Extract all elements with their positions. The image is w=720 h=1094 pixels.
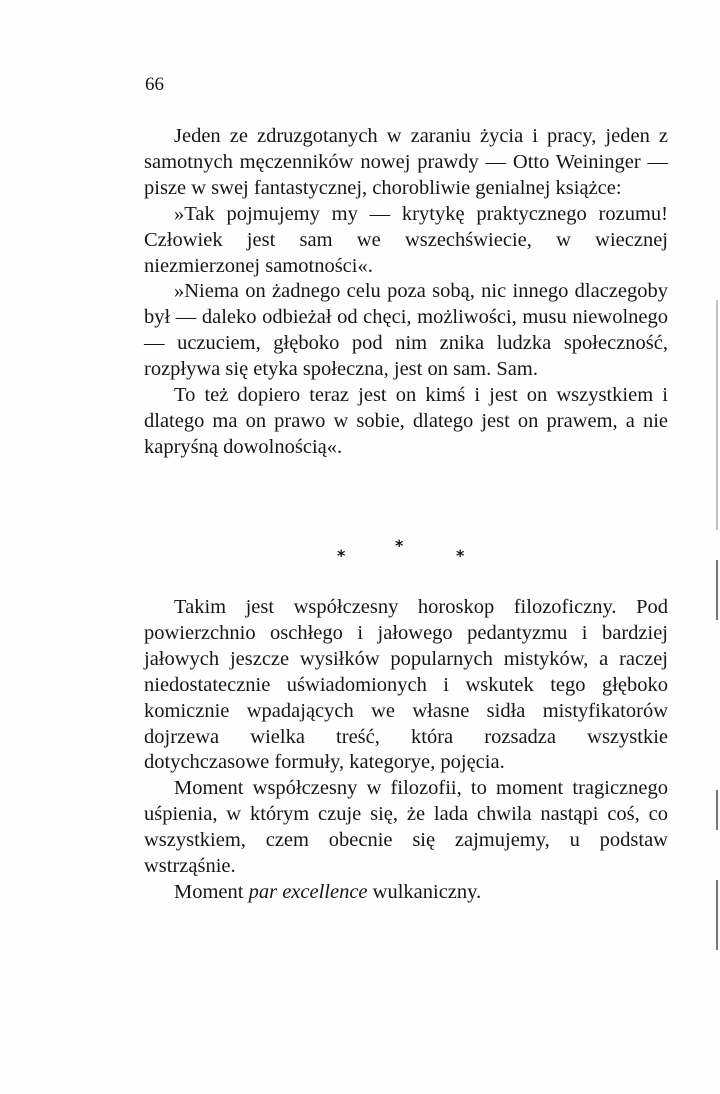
quote-paragraph: To też dopiero teraz jest on kimś i jest on wszystkiem i dlatego ma on prawo w sobie, dlatego jest on prawem, a nie kapryśną dowolnością«. <box>144 384 668 458</box>
closing-paragraph <box>144 880 668 906</box>
section-separator <box>0 536 720 566</box>
text-section-2 <box>144 595 668 906</box>
closing-text-end: wulkaniczny. <box>367 880 482 903</box>
paragraph: Jeden ze zdruzgotanych w zaraniu życia i pracy, jeden z samotnych męczenników nowej prawdy — Otto Weininger — pisze w swej fantastycznej, chorobliwie genialnej książce: <box>144 125 668 199</box>
italic-phrase: par excellence <box>248 880 368 903</box>
separator-star: * <box>395 536 404 555</box>
paragraph: Moment współczesny w filozofii, to moment tragicznego uśpienia, w którym czuje się, że lada chwila nastąpi coś, co wszystkiem, czem obecnie się zajmujemy, u podstaw wstrząśnie. <box>144 777 668 878</box>
page-edge-shadow <box>716 880 718 950</box>
separator-star: * <box>456 546 465 565</box>
quote-paragraph: »Tak pojmujemy my — krytykę praktycznego rozumu! Człowiek jest sam we wszechświecie, w wiecznej niezmierzonej samotności«. <box>144 202 668 277</box>
page-number: 66 <box>145 74 164 95</box>
quote-paragraph: »Niema on żadnego celu poza sobą, nic innego dlaczegoby był — daleko odbieżał od chęci, możliwości, musu niewolnego — uczuciem, głęboko pod nim znika ludzka społeczność, rozpływa się etyka społeczna, jest on sam. Sam. <box>144 280 668 381</box>
separator-star: * <box>337 546 346 565</box>
page-edge-shadow <box>716 300 718 530</box>
text-section-1 <box>144 124 668 461</box>
page-edge-shadow <box>716 560 718 620</box>
closing-text-start: Moment <box>174 880 249 903</box>
page-edge-shadow <box>716 790 718 830</box>
paragraph: Takim jest współczesny horoskop filozoficzny. Pod powierzchnio oschłego i jałowego pedantyzmu i bardziej jałowych jeszcze wysiłków popularnych mistyków, a raczej niedostatecznie uświadomionych i wskutek tego głęboko komicznie wpadających we własne sidła mistyfikatorów dojrzewa wielka treść, która rozsadza wszystkie dotychczasowe formuły, kategorye, pojęcia. <box>144 596 668 774</box>
